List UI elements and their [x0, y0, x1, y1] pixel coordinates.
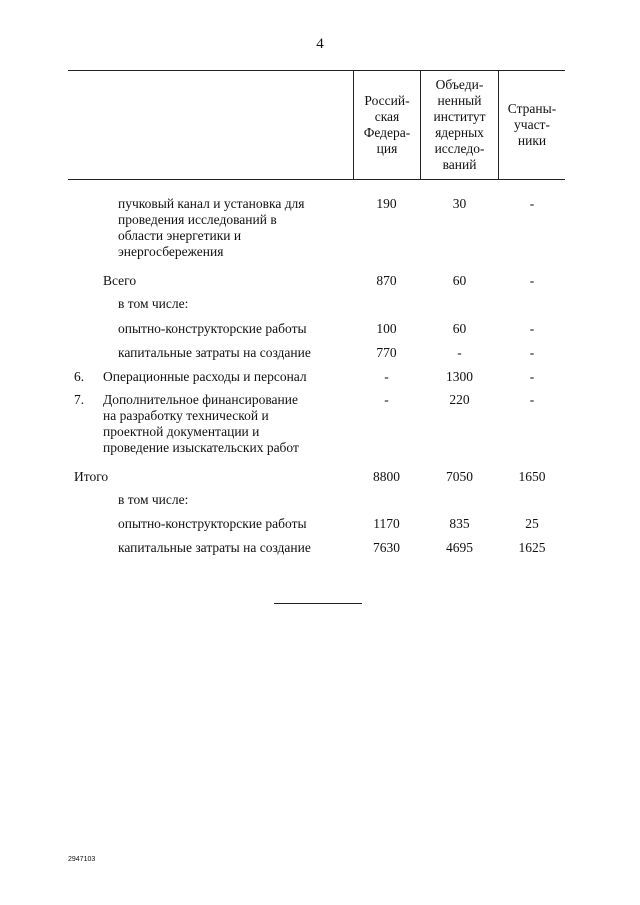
cell-jinr: 60	[452, 321, 467, 336]
cell-member-states: 1650	[518, 469, 546, 484]
cell-member-states: -	[529, 273, 535, 288]
cell-member-states: 1625	[518, 540, 546, 555]
cell-jinr: 30	[452, 196, 467, 211]
cell-jinr: 835	[449, 516, 470, 531]
cell-jinr: 4695	[446, 540, 473, 555]
row-label: Итого	[74, 469, 109, 484]
cell-jinr: 220	[449, 392, 470, 407]
funding-table	[68, 70, 565, 555]
page-number: 4	[316, 36, 324, 52]
row-label: Дополнительное финансирование на разработку технической и проектной документации и проведение изыскательских работ	[103, 392, 299, 455]
cell-russian-federation: 770	[376, 345, 397, 360]
table-header	[68, 70, 565, 180]
row-label: опытно-конструкторские работы	[118, 321, 307, 336]
row-number: 6.	[74, 369, 85, 384]
cell-member-states: -	[529, 392, 535, 407]
header-russian-federation: Россий- ская Федера- ция	[363, 93, 411, 156]
cell-russian-federation: -	[384, 392, 389, 407]
row-label: в том числе:	[118, 492, 189, 507]
document-code: 2947103	[68, 856, 96, 863]
cell-member-states: -	[529, 196, 535, 211]
header-member-states: Страны- участ- ники	[507, 101, 557, 148]
row-label: Операционные расходы и персонал	[103, 369, 307, 384]
row-label: капитальные затраты на создание	[118, 345, 311, 360]
cell-jinr: 60	[452, 273, 467, 288]
cell-member-states: -	[529, 369, 535, 384]
cell-russian-federation: 100	[376, 321, 397, 336]
cell-russian-federation: 870	[376, 273, 397, 288]
cell-russian-federation: -	[384, 369, 389, 384]
row-number: 7.	[74, 392, 85, 407]
row-label: пучковый канал и установка для проведения исследований в области энергетики и энергосбережения	[118, 196, 305, 259]
cell-russian-federation: 7630	[373, 540, 400, 555]
cell-russian-federation: 8800	[373, 469, 400, 484]
cell-russian-federation: 190	[376, 196, 397, 211]
cell-jinr: -	[457, 345, 462, 360]
row-label: в том числе:	[118, 296, 189, 311]
cell-member-states: -	[529, 321, 535, 336]
header-jinr: Объеди- ненный институт ядерных исследо- ваний	[433, 77, 486, 172]
row-label: Всего	[103, 273, 137, 288]
cell-member-states: 25	[525, 516, 539, 531]
end-separator-line	[274, 603, 362, 604]
cell-jinr: 7050	[446, 469, 473, 484]
cell-jinr: 1300	[446, 369, 473, 384]
cell-russian-federation: 1170	[373, 516, 400, 531]
row-label: опытно-конструкторские работы	[118, 516, 307, 531]
cell-member-states: -	[529, 345, 535, 360]
row-label: капитальные затраты на создание	[118, 540, 311, 555]
